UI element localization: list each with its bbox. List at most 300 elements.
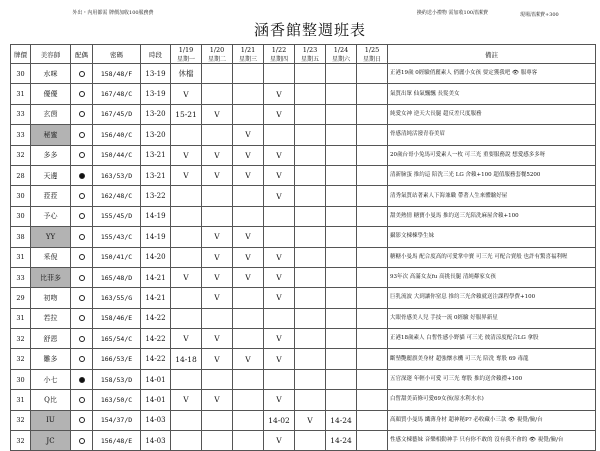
header-left-note: 外出・內用都需 牌價加收100服務費 [72, 10, 154, 16]
day-cell: V [202, 104, 233, 124]
price-cell: 31 [11, 84, 31, 104]
day-cell [233, 329, 264, 349]
day-cell: 休檔 [171, 64, 202, 84]
day-cell [326, 267, 357, 287]
pairing-cell [71, 227, 93, 247]
day-cell [233, 369, 264, 389]
schedule-table [10, 44, 596, 451]
day-cell: V [202, 349, 233, 369]
day-cell [171, 308, 202, 328]
day-cell [326, 104, 357, 124]
day-cell [326, 84, 357, 104]
code-cell: 167/48/C [93, 84, 141, 104]
day-cell: V [171, 165, 202, 185]
day-cell [264, 227, 295, 247]
table-row [11, 84, 596, 104]
day-cell [326, 186, 357, 206]
table-row [11, 390, 596, 410]
price-cell: 38 [11, 227, 31, 247]
day-cell [171, 410, 202, 430]
day-cell [326, 64, 357, 84]
beautician-name: 雛多 [31, 349, 71, 369]
table-row [11, 247, 596, 267]
code-cell: 155/43/C [93, 227, 141, 247]
day-cell [357, 410, 388, 430]
day-cell: V [233, 165, 264, 185]
code-cell: 156/40/C [93, 125, 141, 145]
day-cell [233, 64, 264, 84]
day-cell: V [264, 390, 295, 410]
price-cell: 29 [11, 288, 31, 308]
empty-circle-icon [79, 356, 85, 362]
day-cell: 14-18 [171, 349, 202, 369]
day-cell [295, 227, 326, 247]
day-cell [326, 247, 357, 267]
note-cell: 正港18歲素人 白皙性感小野貓 可三光 彼清涼度配合LG 拿股 [388, 329, 596, 349]
beautician-name: 多多 [31, 145, 71, 165]
day-cell: V [202, 145, 233, 165]
day-cell [357, 84, 388, 104]
beautician-name: 優優 [31, 84, 71, 104]
day-cell: 15-21 [171, 104, 202, 124]
empty-circle-icon [79, 111, 85, 117]
day-cell [295, 165, 326, 185]
day-cell [326, 125, 357, 145]
day-cell [357, 390, 388, 410]
day-cell: V [264, 165, 295, 185]
pairing-cell [71, 431, 93, 451]
code-cell: 155/45/D [93, 206, 141, 226]
day-cell [233, 84, 264, 104]
price-cell: 30 [11, 186, 31, 206]
day-cell [357, 206, 388, 226]
beautician-name: 水咪 [31, 64, 71, 84]
period-cell: 14-01 [141, 369, 171, 389]
day-cell [357, 308, 388, 328]
day-cell: V [171, 84, 202, 104]
table-row [11, 125, 596, 145]
code-cell: 158/48/F [93, 64, 141, 84]
price-cell: 30 [11, 64, 31, 84]
table-row [11, 349, 596, 369]
period-cell: 13-21 [141, 165, 171, 185]
price-cell: 31 [11, 247, 31, 267]
weekday-header: 星期五 [295, 54, 326, 64]
day-cell: V [264, 104, 295, 124]
code-cell: 163/53/D [93, 165, 141, 185]
period-cell: 14-22 [141, 329, 171, 349]
beautician-name: YY [31, 227, 71, 247]
day-cell: V [202, 247, 233, 267]
day-cell [202, 186, 233, 206]
date-header: 1/20 [202, 45, 233, 55]
table-row [11, 165, 596, 185]
period-cell: 13-20 [141, 125, 171, 145]
page-title: 涵香館整週班表 [253, 21, 366, 39]
code-cell: 166/53/E [93, 349, 141, 369]
note-cell: 純愛女神 逆天大長腿 超反差尺度服務 [388, 104, 596, 124]
day-cell [326, 308, 357, 328]
date-header: 1/19 [171, 45, 202, 55]
day-cell: V [233, 125, 264, 145]
filled-circle-icon [79, 173, 85, 179]
price-cell: 31 [11, 390, 31, 410]
weekday-header: 星期二 [202, 54, 233, 64]
day-cell [171, 247, 202, 267]
day-cell [357, 64, 388, 84]
day-cell: 14-24 [326, 431, 357, 451]
day-cell [202, 125, 233, 145]
period-cell: 14-21 [141, 267, 171, 287]
day-cell [295, 186, 326, 206]
period-cell: 14-22 [141, 349, 171, 369]
note-cell: 甜美熱情 糖寶小曼馬 推約送三光陪洗麻屋舍賴+100 [388, 206, 596, 226]
day-cell [171, 125, 202, 145]
beautician-name: IU [31, 410, 71, 430]
day-cell [357, 186, 388, 206]
day-cell [295, 329, 326, 349]
day-cell [295, 84, 326, 104]
day-cell: V [264, 431, 295, 451]
empty-circle-icon [79, 234, 85, 240]
day-cell: V [171, 329, 202, 349]
day-cell: V [202, 329, 233, 349]
beautician-name: 若拉 [31, 308, 71, 328]
weekday-header: 星期四 [264, 54, 295, 64]
day-cell [326, 227, 357, 247]
day-cell [233, 390, 264, 410]
table-row [11, 206, 596, 226]
period-cell: 14-01 [141, 390, 171, 410]
price-cell: 31 [11, 308, 31, 328]
table-row [11, 288, 596, 308]
day-cell [295, 431, 326, 451]
date-header: 1/24 [326, 45, 357, 55]
day-cell [357, 369, 388, 389]
day-cell [357, 267, 388, 287]
note-cell: 攝影文棟棟學生妹 [388, 227, 596, 247]
day-cell: V [202, 288, 233, 308]
pairing-cell [71, 247, 93, 267]
col-pairing: 配偶 [71, 45, 93, 64]
beautician-name: 秘蜜 [31, 125, 71, 145]
table-row [11, 227, 596, 247]
code-cell: 158/46/E [93, 308, 141, 328]
day-cell [357, 227, 388, 247]
pairing-cell [71, 410, 93, 430]
period-cell: 14-19 [141, 227, 171, 247]
period-cell: 13-22 [141, 186, 171, 206]
day-cell: V [202, 390, 233, 410]
price-cell: 30 [11, 206, 31, 226]
day-cell [326, 349, 357, 369]
note-cell: 清秀氣質站著素人下海兼職 帶著人生來體驗好屋 [388, 186, 596, 206]
day-cell [264, 206, 295, 226]
pairing-cell [71, 206, 93, 226]
beautician-name: 天邊 [31, 165, 71, 185]
empty-circle-icon [79, 132, 85, 138]
table-row [11, 308, 596, 328]
col-code: 密碼 [93, 45, 141, 64]
note-cell: 糖糖小曼馬 配合度高的可愛掌中寶 可三光 可配合賣般 也許有驚喜福利喔 [388, 247, 596, 267]
day-cell [357, 165, 388, 185]
code-cell: 162/48/C [93, 186, 141, 206]
day-cell [202, 369, 233, 389]
day-cell [326, 145, 357, 165]
table-row [11, 186, 596, 206]
price-cell: 33 [11, 104, 31, 124]
day-cell [357, 125, 388, 145]
note-cell: 性感文棟藝妹 音樂相動神手 只有你不敢的 沒有我不會的 👁 視覺/臉/台 [388, 431, 596, 451]
day-cell [357, 145, 388, 165]
day-cell [357, 247, 388, 267]
empty-circle-icon [79, 295, 85, 301]
weekday-header: 星期日 [357, 54, 388, 64]
code-cell: 150/41/C [93, 247, 141, 267]
period-cell: 13-19 [141, 84, 171, 104]
day-cell: V [171, 145, 202, 165]
empty-circle-icon [79, 152, 85, 158]
day-cell [202, 206, 233, 226]
pairing-cell [71, 64, 93, 84]
code-cell: 154/37/D [93, 410, 141, 430]
pairing-cell [71, 165, 93, 185]
pairing-cell [71, 84, 93, 104]
day-cell [233, 288, 264, 308]
day-cell [264, 64, 295, 84]
day-cell [295, 64, 326, 84]
empty-circle-icon [79, 275, 85, 281]
day-cell [326, 206, 357, 226]
pairing-cell [71, 145, 93, 165]
empty-circle-icon [79, 91, 85, 97]
table-row [11, 104, 596, 124]
beautician-name: 予心 [31, 206, 71, 226]
note-cell: 白皙甜美苗條可愛69女孩(原水利水水) [388, 390, 596, 410]
table-row [11, 329, 596, 349]
period-cell: 14-20 [141, 247, 171, 267]
weekday-header: 星期三 [233, 54, 264, 64]
day-cell: V [295, 410, 326, 430]
day-cell: V [264, 329, 295, 349]
day-cell [233, 308, 264, 328]
table-row [11, 431, 596, 451]
day-cell [202, 410, 233, 430]
day-cell [295, 308, 326, 328]
date-header: 1/23 [295, 45, 326, 55]
col-beautician: 美容師 [31, 45, 71, 64]
day-cell [295, 247, 326, 267]
filled-circle-icon [79, 377, 85, 383]
table-row [11, 145, 596, 165]
date-header: 1/21 [233, 45, 264, 55]
day-cell [202, 84, 233, 104]
code-cell: 163/50/C [93, 390, 141, 410]
day-cell [202, 431, 233, 451]
table-row [11, 369, 596, 389]
beautician-name: 釆倪 [31, 247, 71, 267]
day-cell [326, 329, 357, 349]
header-mid-note: 換約送小禮物 需加收100清潔費 [416, 10, 489, 16]
day-cell [171, 369, 202, 389]
weekday-header: 星期一 [171, 54, 202, 64]
note-cell: 骨感清純活潑青春美眉 [388, 125, 596, 145]
day-cell: V [264, 349, 295, 369]
period-cell: 13-19 [141, 64, 171, 84]
day-cell [295, 390, 326, 410]
day-cell: V [264, 288, 295, 308]
day-cell [326, 369, 357, 389]
day-cell [357, 104, 388, 124]
table-row [11, 267, 596, 287]
day-cell: V [264, 267, 295, 287]
note-cell: 斷墊艷麗旗美身材 超強懷水機 可三光 陪洗 奪股 69 毒龍 [388, 349, 596, 369]
pairing-cell [71, 390, 93, 410]
pairing-cell [71, 288, 93, 308]
price-cell: 32 [11, 329, 31, 349]
note-cell: 巨乳流波 大到讓你窒息 推約三光舍賴就送注課程學費+100 [388, 288, 596, 308]
period-cell: 14-19 [141, 206, 171, 226]
empty-circle-icon [79, 438, 85, 444]
note-cell: 20歲台哥小兔馬可愛素人一枚 可三光 重要服務說 想愛感多多呀 [388, 145, 596, 165]
day-cell [295, 267, 326, 287]
day-cell: V [264, 247, 295, 267]
day-cell [326, 165, 357, 185]
empty-circle-icon [79, 315, 85, 321]
day-cell [326, 390, 357, 410]
day-cell [357, 288, 388, 308]
period-cell: 14-03 [141, 431, 171, 451]
day-cell [264, 125, 295, 145]
day-cell [171, 288, 202, 308]
beautician-name: Q比 [31, 390, 71, 410]
beautician-name: 玄茵 [31, 104, 71, 124]
pairing-cell [71, 267, 93, 287]
day-cell [295, 125, 326, 145]
col-notes: 備註 [388, 45, 596, 64]
price-cell: 30 [11, 369, 31, 389]
beautician-name: 比菲多 [31, 267, 71, 287]
pairing-cell [71, 349, 93, 369]
day-cell [295, 206, 326, 226]
note-cell: 高顏質小曼馬 纖薄身材 超神秘P? 必收藏小三款 👁 視覺/臉/台 [388, 410, 596, 430]
day-cell: V [264, 145, 295, 165]
code-cell: 163/55/G [93, 288, 141, 308]
empty-circle-icon [79, 336, 85, 342]
day-cell [264, 369, 295, 389]
price-cell: 32 [11, 431, 31, 451]
date-header: 1/25 [357, 45, 388, 55]
day-cell [233, 410, 264, 430]
beautician-name: 初吻 [31, 288, 71, 308]
period-cell: 14-03 [141, 410, 171, 430]
empty-circle-icon [79, 254, 85, 260]
day-cell: V [233, 227, 264, 247]
day-cell [171, 431, 202, 451]
day-cell [295, 288, 326, 308]
day-cell [233, 186, 264, 206]
price-cell: 32 [11, 410, 31, 430]
period-cell: 13-20 [141, 104, 171, 124]
pairing-cell [71, 369, 93, 389]
beautician-name: 菈菈 [31, 186, 71, 206]
day-cell: V [202, 165, 233, 185]
day-cell [202, 64, 233, 84]
pairing-cell [71, 125, 93, 145]
day-cell: V [233, 247, 264, 267]
day-cell [171, 186, 202, 206]
code-cell: 150/44/C [93, 145, 141, 165]
empty-circle-icon [79, 213, 85, 219]
col-card: 牌價 [11, 45, 31, 64]
day-cell [295, 104, 326, 124]
day-cell: V [233, 349, 264, 369]
day-cell [202, 308, 233, 328]
empty-circle-icon [79, 71, 85, 77]
day-cell [264, 308, 295, 328]
day-cell: V [202, 227, 233, 247]
pairing-cell [71, 104, 93, 124]
price-cell: 33 [11, 125, 31, 145]
day-cell: V [202, 267, 233, 287]
empty-circle-icon [79, 417, 85, 423]
empty-circle-icon [79, 193, 85, 199]
day-cell [357, 349, 388, 369]
price-cell: 32 [11, 349, 31, 369]
day-cell [233, 104, 264, 124]
table-row [11, 64, 596, 84]
day-cell [233, 206, 264, 226]
code-cell: 165/48/D [93, 267, 141, 287]
price-cell: 33 [11, 267, 31, 287]
note-cell: 清新臉蛋 推約這 陪洗三光 LG 舍賴+100 超值服務套餐5200 [388, 165, 596, 185]
day-cell: 14-24 [326, 410, 357, 430]
code-cell: 156/48/E [93, 431, 141, 451]
note-cell: 93年次 高滿女友fu 高挑長腿 清純鄰家女孩 [388, 267, 596, 287]
beautician-name: JC [31, 431, 71, 451]
weekday-header: 星期六 [326, 54, 357, 64]
empty-circle-icon [79, 397, 85, 403]
code-cell: 158/53/D [93, 369, 141, 389]
period-cell: 13-21 [141, 145, 171, 165]
day-cell [233, 431, 264, 451]
day-cell [295, 349, 326, 369]
day-cell [171, 227, 202, 247]
day-cell [171, 206, 202, 226]
day-cell: 14-02 [264, 410, 295, 430]
day-cell [295, 145, 326, 165]
day-cell: V [233, 145, 264, 165]
pairing-cell [71, 329, 93, 349]
day-cell [295, 369, 326, 389]
day-cell [326, 288, 357, 308]
price-cell: 32 [11, 145, 31, 165]
header-right-note: 現場清潔費+300 [520, 12, 559, 18]
code-cell: 165/54/C [93, 329, 141, 349]
day-cell: V [233, 267, 264, 287]
period-cell: 14-21 [141, 288, 171, 308]
day-cell: V [264, 84, 295, 104]
code-cell: 167/45/D [93, 104, 141, 124]
table-row [11, 410, 596, 430]
beautician-name: 小七 [31, 369, 71, 389]
note-cell: 正港19歲 0經驗俏麗素人 俏麗小女孩 要定獲我吧 👁 服專客 [388, 64, 596, 84]
note-cell: 大眼骨感美人兒 手技一流 0經驗 好服界新星 [388, 308, 596, 328]
note-cell: 五官深邃 年輕小可愛 可三光 奪股 推約送舍賴禮+100 [388, 369, 596, 389]
beautician-name: 舒恩 [31, 329, 71, 349]
day-cell: V [264, 186, 295, 206]
day-cell: V [171, 390, 202, 410]
